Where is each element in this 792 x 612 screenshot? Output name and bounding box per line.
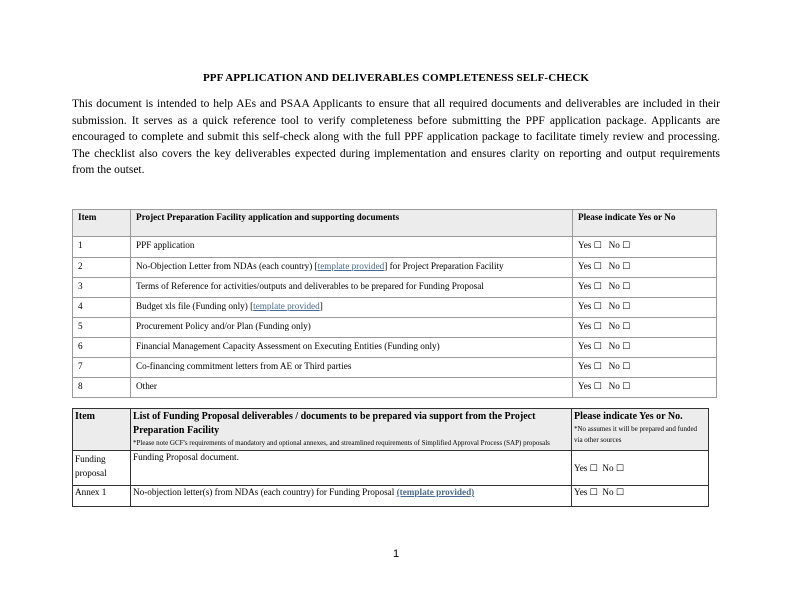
no-checkbox[interactable]: ☐ — [622, 382, 631, 392]
yes-checkbox[interactable]: ☐ — [593, 342, 602, 352]
document-title: PPF APPLICATION AND DELIVERABLES COMPLETENESS SELF-CHECK — [202, 72, 590, 84]
yes-label: Yes — [578, 321, 592, 331]
row-text-post: ] — [319, 301, 323, 311]
row-item: 5 — [73, 318, 131, 338]
template-link[interactable]: template provided — [253, 301, 320, 311]
header-docs: Project Preparation Facility application and supporting documents — [131, 210, 573, 237]
row-text: Other — [131, 378, 573, 398]
table-row — [73, 278, 717, 298]
table-row — [73, 451, 709, 486]
row-item: 8 — [73, 378, 131, 398]
yes-no-cell — [573, 298, 717, 318]
yes-no-cell — [573, 318, 717, 338]
yes-no-cell — [573, 358, 717, 378]
template-link[interactable]: (template provided) — [396, 487, 475, 497]
row-text: Terms of Reference for activities/outputs and deliverables to be prepared for Funding Proposal — [131, 278, 573, 298]
no-label: No — [602, 487, 614, 497]
header-item-label: Item — [75, 411, 95, 422]
row-item: 6 — [73, 338, 131, 358]
yes-no-cell — [573, 338, 717, 358]
header-indicate-title: Please indicate Yes or No. — [574, 411, 683, 422]
yes-checkbox[interactable]: ☐ — [593, 322, 602, 332]
yes-label: Yes — [578, 261, 592, 271]
row-item: 7 — [73, 358, 131, 378]
no-label: No — [608, 341, 620, 351]
yes-checkbox[interactable]: ☐ — [593, 241, 602, 251]
yes-label: Yes — [574, 487, 588, 497]
page-number: 1 — [392, 548, 400, 560]
row-text — [131, 298, 573, 318]
yes-no-cell — [572, 486, 709, 507]
header-indicate-note: *No assumes it will be prepared and funded via other sources — [574, 425, 698, 444]
row-text: Co-financing commitment letters from AE or Third parties — [131, 358, 573, 378]
yes-label: Yes — [578, 281, 592, 291]
yes-no-cell — [573, 378, 717, 398]
intro-paragraph: This document is intended to help AEs and PSAA Applicants to ensure that all required documents and deliverables are included in their submission. It serves as a quick reference tool to verify completeness before submitting the PPF application package. Applicants are encouraged to complete and submit this self-check along with the full PPF application package to facilitate timely review and processing. The checklist also covers the key deliverables expected during implementation and ensures clarity on reporting and output requirements from the outset. — [72, 98, 720, 176]
yes-checkbox[interactable]: ☐ — [593, 282, 602, 292]
yes-no-cell — [573, 258, 717, 278]
yes-label: Yes — [578, 381, 592, 391]
row-item: 4 — [73, 298, 131, 318]
no-label: No — [608, 240, 620, 250]
row-text: Funding Proposal document. — [131, 451, 572, 486]
no-label: No — [608, 301, 620, 311]
header-item — [73, 409, 131, 451]
no-label: No — [608, 381, 620, 391]
table-row — [73, 298, 717, 318]
yes-no-cell — [573, 278, 717, 298]
row-text-pre: Budget xls file (Funding only) [ — [136, 301, 254, 311]
row-text-post: ] for Project Preparation Facility — [384, 261, 504, 271]
row-text: Financial Management Capacity Assessment on Executing Entities (Funding only) — [131, 338, 573, 358]
no-checkbox[interactable]: ☐ — [622, 322, 631, 332]
yes-checkbox[interactable]: ☐ — [593, 262, 602, 272]
row-item: 3 — [73, 278, 131, 298]
row-item: Funding proposal — [73, 451, 131, 486]
header-indicate — [572, 409, 709, 451]
no-checkbox[interactable]: ☐ — [615, 488, 624, 498]
no-label: No — [608, 281, 620, 291]
yes-label: Yes — [578, 361, 592, 371]
no-checkbox[interactable]: ☐ — [622, 262, 631, 272]
row-text-pre: No-objection letter(s) from NDAs (each country) for Funding Proposal — [133, 487, 397, 497]
row-item: 2 — [73, 258, 131, 278]
header-list — [131, 409, 572, 451]
header-indicate: Please indicate Yes or No — [573, 210, 717, 237]
no-checkbox[interactable]: ☐ — [622, 302, 631, 312]
fp-deliverables-table — [72, 408, 709, 507]
row-item: Annex 1 — [73, 486, 131, 507]
row-text: Procurement Policy and/or Plan (Funding only) — [131, 318, 573, 338]
no-checkbox[interactable]: ☐ — [622, 241, 631, 251]
yes-label: Yes — [578, 301, 592, 311]
table-row — [73, 378, 717, 398]
template-link[interactable]: template provided — [317, 261, 385, 271]
row-text-pre: No-Objection Letter from NDAs (each country) [ — [136, 261, 318, 271]
yes-label: Yes — [578, 240, 592, 250]
header-item: Item — [73, 210, 131, 237]
row-text — [131, 486, 572, 507]
no-checkbox[interactable]: ☐ — [615, 463, 624, 474]
table-row — [73, 237, 717, 258]
table-row — [73, 318, 717, 338]
no-checkbox[interactable]: ☐ — [622, 282, 631, 292]
row-text — [131, 258, 573, 278]
table-row — [73, 486, 709, 507]
header-list-note: *Please note GCF's requirements of mandatory and optional annexes, and streamlined requirements of Simplified Approval Process (SAP) proposals — [133, 439, 550, 447]
yes-checkbox[interactable]: ☐ — [589, 463, 598, 474]
yes-checkbox[interactable]: ☐ — [593, 302, 602, 312]
row-text: PPF application — [131, 237, 573, 258]
yes-label: Yes — [578, 341, 592, 351]
header-list-title: List of Funding Proposal deliverables / documents to be prepared via support from the Project Preparation Facility — [133, 411, 536, 436]
no-label: No — [602, 462, 614, 473]
no-label: No — [608, 321, 620, 331]
ppf-documents-table — [72, 209, 717, 398]
row-item: 1 — [73, 237, 131, 258]
table-row — [73, 358, 717, 378]
yes-checkbox[interactable]: ☐ — [589, 488, 598, 498]
no-checkbox[interactable]: ☐ — [622, 362, 631, 372]
no-checkbox[interactable]: ☐ — [622, 342, 631, 352]
yes-label: Yes — [574, 462, 588, 473]
table-row — [73, 258, 717, 278]
no-label: No — [608, 361, 620, 371]
table-row — [73, 338, 717, 358]
yes-checkbox[interactable]: ☐ — [593, 382, 602, 392]
yes-checkbox[interactable]: ☐ — [593, 362, 602, 372]
no-label: No — [608, 261, 620, 271]
table-header-row — [73, 409, 709, 451]
table-header-row — [73, 210, 717, 237]
yes-no-cell — [572, 451, 709, 486]
yes-no-cell — [573, 237, 717, 258]
